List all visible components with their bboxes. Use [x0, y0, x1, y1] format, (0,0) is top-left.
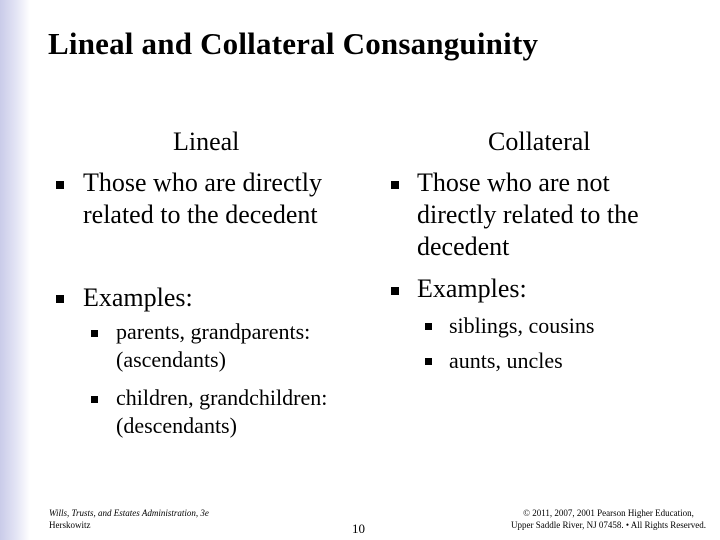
footer-copyright-line-2: Upper Saddle River, NJ 07458. • All Rights Reserved. [510, 520, 706, 530]
page-number: 10 [352, 521, 365, 536]
collateral-example-1: siblings, cousins [449, 313, 595, 338]
bullet-icon [56, 295, 64, 303]
collateral-definition-line-3: decedent [417, 232, 510, 261]
slide-title: Lineal and Collateral Consanguinity [48, 26, 539, 61]
lineal-example-1-line-2: (ascendants) [116, 347, 226, 372]
collateral-definition-line-1: Those who are not [417, 168, 610, 197]
slide-side-band [0, 0, 30, 540]
sub-bullet-icon [425, 323, 432, 330]
lineal-example-2-line-1: children, grandchildren: [116, 385, 328, 410]
lineal-definition-line-2: related to the decedent [83, 200, 318, 229]
footer-book-credit [49, 507, 209, 531]
collateral-example-2: aunts, uncles [449, 348, 563, 373]
footer-copyright-line-1: © 2011, 2007, 2001 Pearson Higher Education, [523, 508, 694, 518]
lineal-example-2-line-2: (descendants) [116, 413, 237, 438]
bullet-icon [391, 181, 399, 189]
footer-copyright [511, 507, 706, 531]
sub-bullet-icon [425, 358, 432, 365]
sub-bullet-icon [91, 330, 98, 337]
bullet-icon [391, 287, 399, 295]
collateral-heading: Collateral [488, 127, 591, 156]
footer-author: Herskowitz [49, 520, 91, 530]
collateral-definition-line-2: directly related to the [417, 200, 639, 229]
bullet-icon [56, 181, 64, 189]
collateral-examples-label: Examples: [417, 274, 527, 303]
lineal-definition-line-1: Those who are directly [83, 168, 322, 197]
sub-bullet-icon [91, 396, 98, 403]
footer-book-title: Wills, Trusts, and Estates Administration, 3e [49, 508, 209, 518]
lineal-examples-label: Examples: [83, 283, 193, 312]
lineal-example-1-line-1: parents, grandparents: [116, 319, 311, 344]
lineal-heading: Lineal [173, 127, 240, 156]
